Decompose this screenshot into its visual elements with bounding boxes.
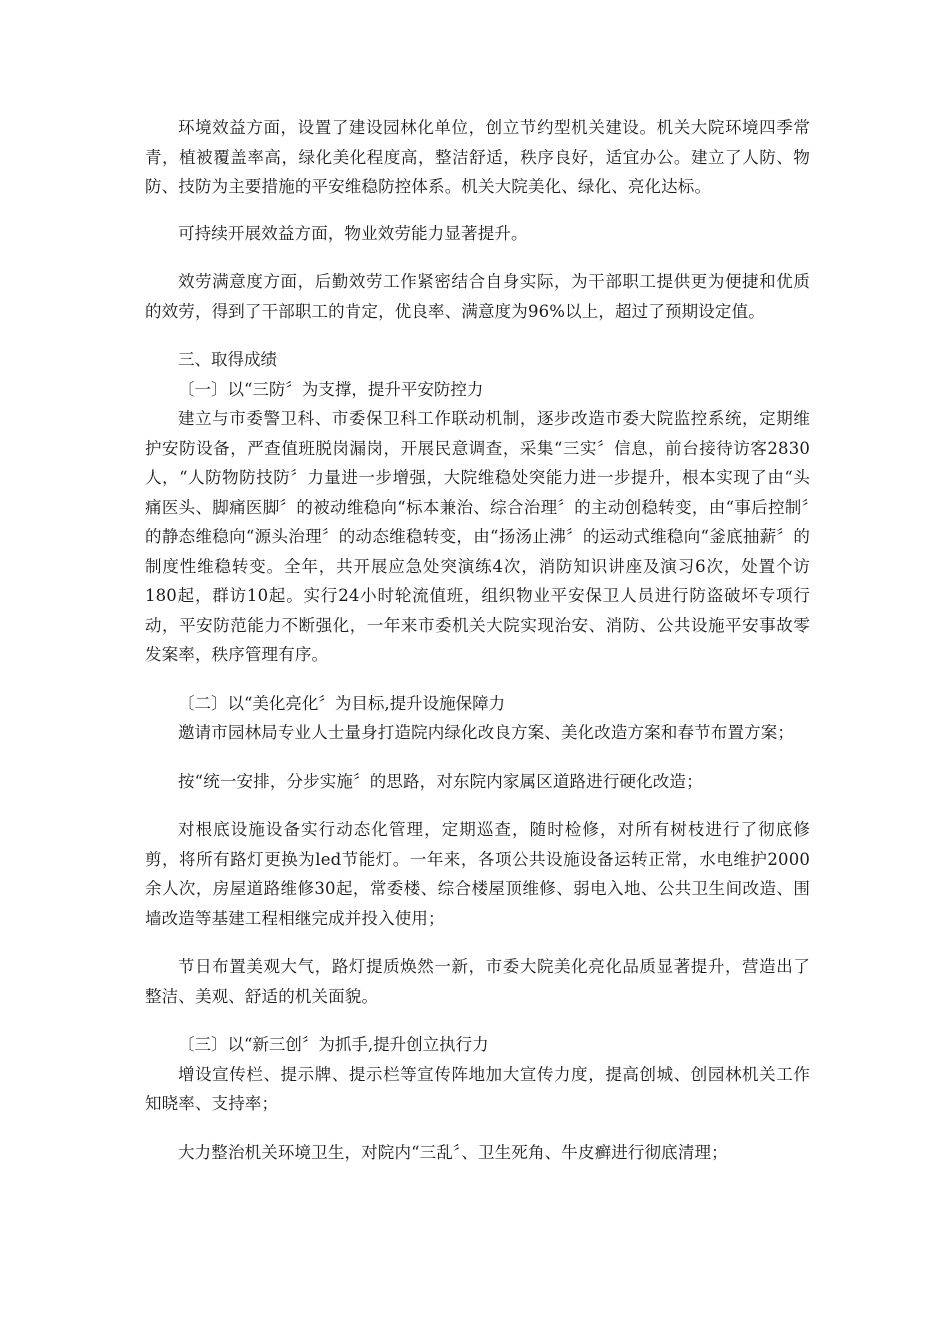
paragraph-greening-plan: 邀请市园林局专业人士量身打造院内绿化改良方案、美化改造方案和春节布置方案； xyxy=(178,723,795,742)
paragraph-sustainable-benefits: 可持续开展效益方面，物业效劳能力显著提升。 xyxy=(178,223,528,243)
section-heading-achievements: 三、取得成绩 xyxy=(178,350,277,369)
subheading-security: 〔一〕以“三防〞为支撑，提升平安防控力 xyxy=(178,379,484,399)
paragraph-security-details: 建立与市委警卫科、市委保卫科工作联动机制，逐步改造市委大院监控系统，定期维护安防设备，严查值班脱岗漏岗，开展民意调查，采集“三实〞信息，前台接待访客2830人，“人防物防技防〞力量进一步增强，大院维稳处突能力进一步提升，根本实现了由“头痛医头、脚痛医脚〞的被动维稳向“标本兼治、综合治理〞的主动创稳转变，由“事后控制〞的静态维稳向“源头治理〞的动态维稳转变，由“扬汤止沸〞的运动式维稳向“釜底抽薪〞的制度性维稳转变。全年，共开展应急处突演练4次，消防知识讲座及演习6次，处置个访180起，群访10起。实行24小时轮流值班，组织物业平安保卫人员进行防盗破坏专项行动，平安防范能力不断强化，一年来市委机关大院实现治安、消防、公共设施平安事故零发案率，秩序管理有序。 xyxy=(145,409,810,664)
subheading-new-three-creations: 〔三〕以“新三创〞为抓手,提升创立执行力 xyxy=(178,1035,489,1054)
paragraph-service-satisfaction: 效劳满意度方面，后勤效劳工作紧密结合自身实际，为干部职工提供更为便捷和优质的效劳，得到了干部职工的肯定，优良率、满意度为96%以上，超过了预期设定值。 xyxy=(145,272,810,321)
paragraph-environmental-benefits: 环境效益方面，设置了建设园林化单位，创立节约型机关建设。机关大院环境四季常青，植被覆盖率高，绿化美化程度高，整洁舒适，秩序良好，适宜办公。建立了人防、物防、技防为主要措施的平安维稳防控体系。机关大院美化、绿化、亮化达标。 xyxy=(145,118,810,196)
subheading-beautification: 〔二〕以“美化亮化〞为目标,提升设施保障力 xyxy=(178,693,506,713)
document-page xyxy=(145,113,810,1167)
paragraph-facility-management: 对根底设施设备实行动态化管理，定期巡查，随时检修，对所有树枝进行了彻底修剪，将所有路灯更换为led节能灯。一年来，各项公共设施设备运转正常，水电维护2000余人次，房屋道路维修30起，常委楼、综合楼屋顶维修、弱电入地、公共卫生间改造、围墙改造等基建工程相继完成并投入使用； xyxy=(145,820,810,928)
paragraph-holiday-decoration: 节日布置美观大气，路灯提质焕然一新，市委大院美化亮化品质显著提升，营造出了整洁、美观、舒适的机关面貌。 xyxy=(145,957,810,1006)
paragraph-publicity: 增设宣传栏、提示牌、提示栏等宣传阵地加大宣传力度，提高创城、创园林机关工作知晓率、支持率； xyxy=(145,1064,810,1113)
paragraph-sanitation: 大力整治机关环境卫生，对院内“三乱〞、卫生死角、牛皮癣进行彻底清理； xyxy=(178,1142,728,1162)
paragraph-road-hardening: 按“统一安排，分步实施〞的思路，对东院内家属区道路进行硬化改造； xyxy=(178,771,703,791)
